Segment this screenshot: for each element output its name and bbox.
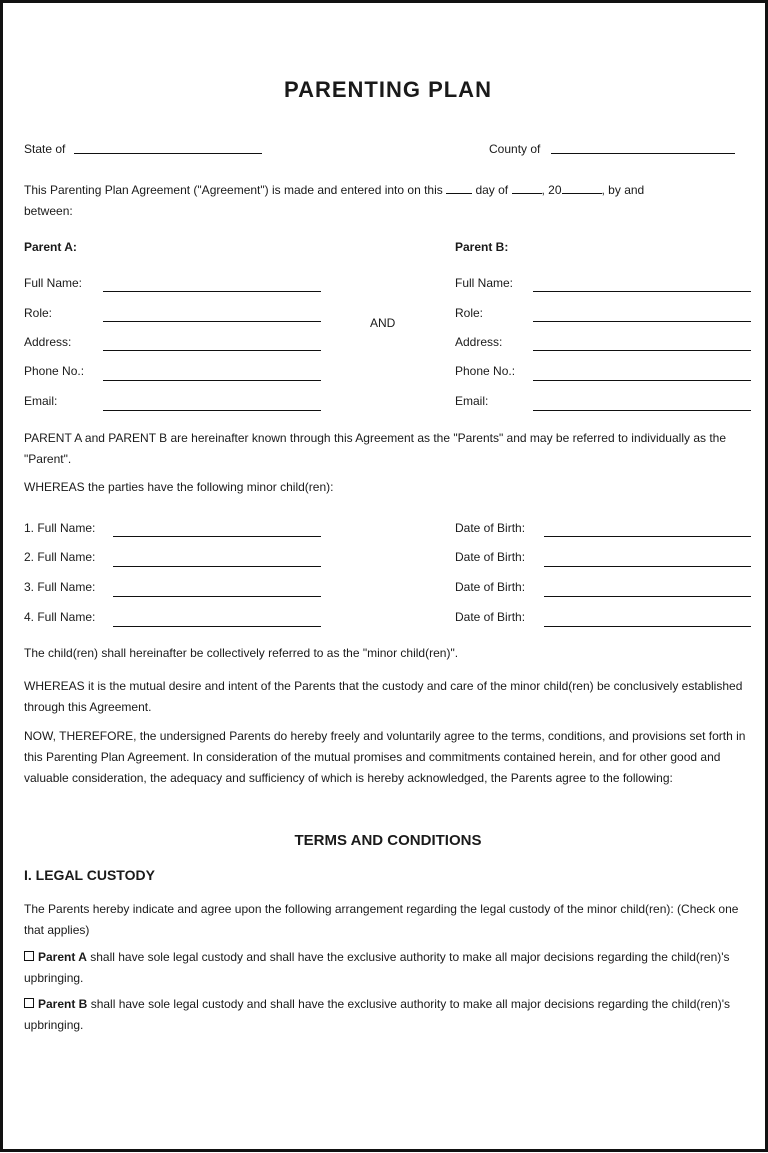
- parent-a-address-field[interactable]: [103, 350, 321, 351]
- child-2-name-field[interactable]: [113, 566, 321, 567]
- day-field[interactable]: [446, 182, 472, 194]
- custody-option-parent-b: [24, 994, 752, 1036]
- child-4-name-label: 4. Full Name:: [24, 610, 96, 624]
- parent-a-email-label: Email:: [24, 394, 58, 408]
- legal-custody-heading: I. LEGAL CUSTODY: [24, 867, 155, 883]
- option-a-text: shall have sole legal custody and shall have the exclusive authority to make all major decisions regarding the child(ren)'s upbringing.: [24, 950, 730, 985]
- document-page: [24, 3, 752, 1153]
- child-3-name-label: 3. Full Name:: [24, 580, 96, 594]
- child-4-name-field[interactable]: [113, 626, 321, 627]
- child-2-name-label: 2. Full Name:: [24, 550, 96, 564]
- parent-b-phone-field[interactable]: [533, 380, 751, 381]
- parent-b-role-label: Role:: [455, 306, 484, 320]
- child-1-name-label: 1. Full Name:: [24, 521, 96, 535]
- child-1-dob-field[interactable]: [544, 536, 751, 537]
- state-field[interactable]: [74, 153, 262, 154]
- child-4-dob-field[interactable]: [544, 626, 751, 627]
- parent-a-role-label: Role:: [24, 306, 53, 320]
- child-4-dob-label: Date of Birth:: [455, 610, 526, 624]
- county-field[interactable]: [551, 153, 735, 154]
- whereas-desire-paragraph: WHEREAS it is the mutual desire and intent of the Parents that the custody and care of the minor child(ren) be conclusively established through this Agreement.: [24, 679, 743, 714]
- now-therefore-paragraph: NOW, THEREFORE, the undersigned Parents do hereby freely and voluntarily agree to the terms, conditions, and provisions set forth in this Parenting Plan Agreement. In consideration of the mutual promises and commitments contained herein, and for other good and valuable consideration, the adequacy and sufficiency of which is hereby acknowledged, the Parents agree to the following:: [24, 729, 746, 785]
- child-2-dob-label: Date of Birth:: [455, 550, 526, 564]
- intro-part-5: between:: [24, 204, 73, 218]
- county-label: County of: [489, 142, 541, 156]
- parents-known-paragraph: PARENT A and PARENT B are hereinafter known through this Agreement as the "Parents" and may be referred to individually as the "Parent".: [24, 431, 727, 466]
- custody-option-parent-a: [24, 947, 752, 989]
- parent-b-role-field[interactable]: [533, 321, 751, 322]
- parent-b-checkbox[interactable]: [24, 998, 34, 1008]
- parent-a-checkbox[interactable]: [24, 951, 34, 961]
- child-1-dob-label: Date of Birth:: [455, 521, 526, 535]
- intro-text: [24, 182, 644, 197]
- parent-a-role-field[interactable]: [103, 321, 321, 322]
- parent-b-full-name-label: Full Name:: [455, 276, 514, 290]
- child-3-dob-label: Date of Birth:: [455, 580, 526, 594]
- child-3-dob-field[interactable]: [544, 596, 751, 597]
- parent-a-full-name-field[interactable]: [103, 291, 321, 292]
- parent-b-email-label: Email:: [455, 394, 489, 408]
- intro-part-3: , 20: [541, 183, 562, 197]
- and-label: AND: [370, 316, 396, 330]
- parent-b-address-field[interactable]: [533, 350, 751, 351]
- parent-a-heading: Parent A:: [24, 240, 77, 254]
- month-field[interactable]: [512, 182, 542, 194]
- option-b-text: shall have sole legal custody and shall have the exclusive authority to make all major decisions regarding the child(ren)'s upbringing.: [24, 997, 730, 1032]
- child-3-name-field[interactable]: [113, 596, 321, 597]
- parent-a-full-name-label: Full Name:: [24, 276, 83, 290]
- document-title: PARENTING PLAN: [284, 77, 492, 102]
- parent-b-heading: Parent B:: [455, 240, 509, 254]
- parent-a-email-field[interactable]: [103, 410, 321, 411]
- state-label: State of: [24, 142, 66, 156]
- child-2-dob-field[interactable]: [544, 566, 751, 567]
- parent-a-address-label: Address:: [24, 335, 72, 349]
- option-a-bold: Parent A: [38, 950, 87, 964]
- whereas-children-text: WHEREAS the parties have the following minor child(ren):: [24, 480, 334, 494]
- collective-text: The child(ren) shall hereinafter be collectively referred to as the "minor child(ren)".: [24, 646, 459, 660]
- legal-custody-intro: The Parents hereby indicate and agree upon the following arrangement regarding the legal custody of the minor child(ren): (Check one that applies): [24, 902, 739, 937]
- intro-part-1: This Parenting Plan Agreement ("Agreement") is made and entered into on this: [24, 183, 443, 197]
- parent-b-email-field[interactable]: [533, 410, 751, 411]
- parent-b-full-name-field[interactable]: [533, 291, 751, 292]
- parent-b-phone-label: Phone No.:: [455, 364, 516, 378]
- option-b-bold: Parent B: [38, 997, 88, 1011]
- intro-part-4: , by and: [601, 183, 645, 197]
- child-1-name-field[interactable]: [113, 536, 321, 537]
- terms-heading: TERMS AND CONDITIONS: [294, 832, 482, 849]
- parent-a-phone-label: Phone No.:: [24, 364, 85, 378]
- year-field[interactable]: [562, 182, 602, 194]
- parent-a-phone-field[interactable]: [103, 380, 321, 381]
- intro-part-2: day of: [475, 183, 509, 197]
- parent-b-address-label: Address:: [455, 335, 503, 349]
